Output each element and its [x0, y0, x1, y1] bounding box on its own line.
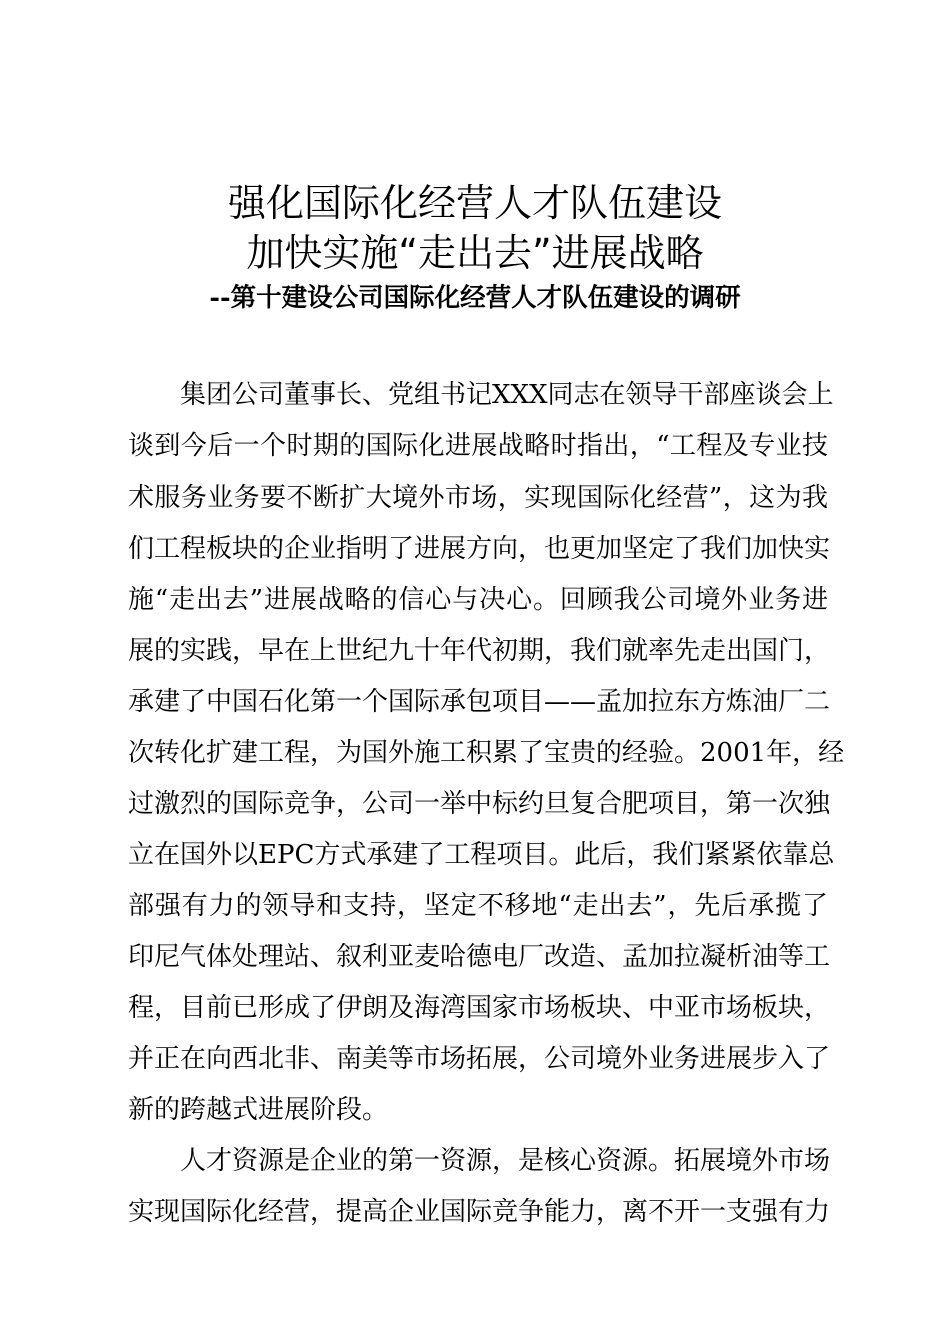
paragraph-line: 集团公司董事长、党组书记XXX同志在领导干部座谈会上 [180, 380, 834, 410]
document-title-line-2: 加快实施“走出去”进展战略 [246, 231, 704, 275]
paragraph-line: 印尼气体处理站、叙利亚麦哈德电厂改造、孟加拉凝析油等工 [128, 942, 831, 972]
paragraph-line: 部强有力的领导和支持，坚定不移地“走出去”，先后承揽了 [128, 891, 828, 921]
paragraph-line: 并正在向西北非、南美等市场拓展，公司境外业务进展步入了 [128, 1044, 831, 1074]
paragraph-line: 程，目前已形成了伊朗及海湾国家市场板块、中亚市场板块， [128, 993, 831, 1023]
paragraph-line: 施“走出去”进展战略的信心与决心。回顾我公司境外业务进 [128, 585, 828, 615]
document-title-line-1: 强化国际化经营人才队伍建设 [227, 181, 722, 225]
paragraph-line: 立在国外以EPC方式承建了工程项目。此后，我们紧紧依靠总 [128, 840, 835, 870]
paragraph-line: 承建了中国石化第一个国际承包项目——孟加拉东方炼油厂二 [128, 687, 831, 717]
paragraph-line: 过激烈的国际竞争，公司一举中标约旦复合肥项目，第一次独 [128, 789, 831, 819]
paragraph-line: 实现国际化经营，提高企业国际竞争能力，离不开一支强有力 [128, 1197, 831, 1227]
paragraph-line: 展的实践，早在上世纪九十年代初期，我们就率先走出国门， [128, 636, 831, 666]
document-subtitle: --第十建设公司国际化经营人才队伍建设的调研 [209, 283, 741, 313]
paragraph-line: 谈到今后一个时期的国际化进展战略时指出，“工程及专业技 [128, 431, 828, 461]
paragraph-line: 术服务业务要不断扩大境外市场，实现国际化经营”，这为我 [128, 483, 828, 513]
paragraph-line: 们工程板块的企业指明了进展方向，也更加坚定了我们加快实 [128, 534, 831, 564]
paragraph-line: 人才资源是企业的第一资源，是核心资源。拓展境外市场 [180, 1146, 831, 1176]
paragraph-line: 次转化扩建工程，为国外施工积累了宝贵的经验。2001年，经 [128, 738, 845, 768]
paragraph-line: 新的跨越式进展阶段。 [128, 1095, 389, 1125]
